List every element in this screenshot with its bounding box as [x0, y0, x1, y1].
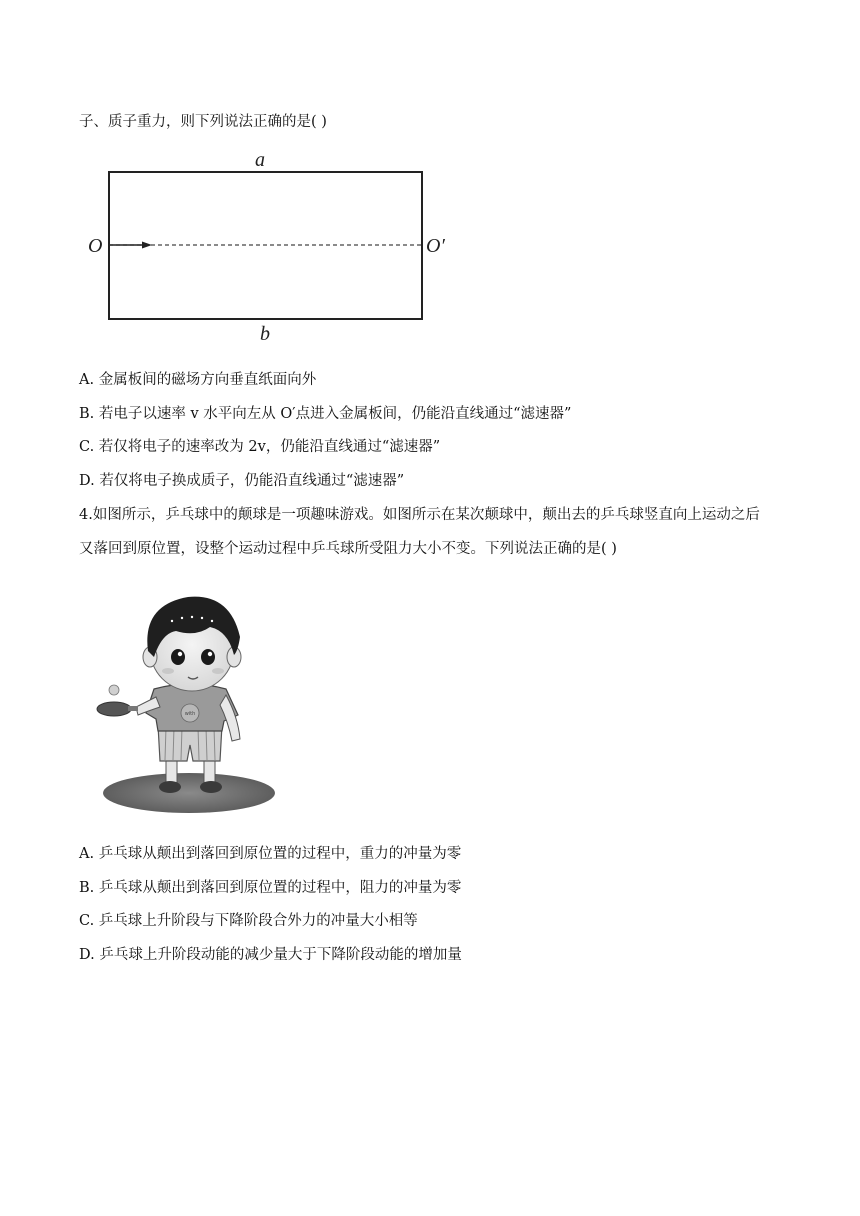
label-a: a	[255, 150, 265, 171]
label-b: b	[260, 323, 270, 345]
right-shoe	[200, 781, 222, 793]
paddle-handle	[128, 706, 138, 711]
q3-option-d: D. 若仅将电子换成质子，仍能沿直线通过“滤速器”	[79, 473, 405, 489]
q4-option-c: C. 乒乓球上升阶段与下降阶段合外力的冲量大小相等	[79, 913, 418, 929]
q4-option-d: D. 乒乓球上升阶段动能的减少量大于下降阶段动能的增加量	[79, 947, 462, 963]
q4-stem-line-2: 又落回到原位置，设整个运动过程中乒乓球所受阻力大小不变。下列说法正确的是( )	[79, 541, 617, 557]
q3-option-a: A. 金属板间的磁场方向垂直纸面向外	[79, 372, 317, 388]
velocity-arrowhead	[142, 242, 152, 249]
velocity-filter-diagram	[84, 150, 464, 350]
q4-option-b: B. 乒乓球从颠出到落回到原位置的过程中，阻力的冲量为零	[79, 880, 462, 896]
ping-pong-ball	[109, 685, 119, 695]
left-shoe	[159, 781, 181, 793]
shirt-logo-text: with	[184, 711, 196, 717]
boy-ping-pong-illustration	[92, 585, 282, 817]
paddle	[97, 702, 131, 716]
q3-option-c: C. 若仅将电子的速率改为 2v，仍能沿直线通过“滤速器”	[79, 439, 441, 455]
left-eye	[171, 649, 185, 665]
q3-stem-tail: 子、质子重力，则下列说法正确的是( )	[79, 114, 327, 130]
q4-option-a: A. 乒乓球从颠出到落回到原位置的过程中，重力的冲量为零	[79, 846, 462, 862]
q3-option-b: B. 若电子以速率 v 水平向左从 O′点进入金属板间，仍能沿直线通过“滤速器”	[79, 406, 572, 422]
label-O: O	[88, 235, 103, 257]
label-O-prime: O′	[426, 235, 445, 257]
grass-patch	[103, 773, 275, 813]
q4-stem-line-1: 4.如图所示，乒乓球中的颠球是一项趣味游戏。如图所示在某次颠球中，颠出去的乒乓球竖直向上运动之后	[79, 507, 760, 523]
right-eye	[201, 649, 215, 665]
